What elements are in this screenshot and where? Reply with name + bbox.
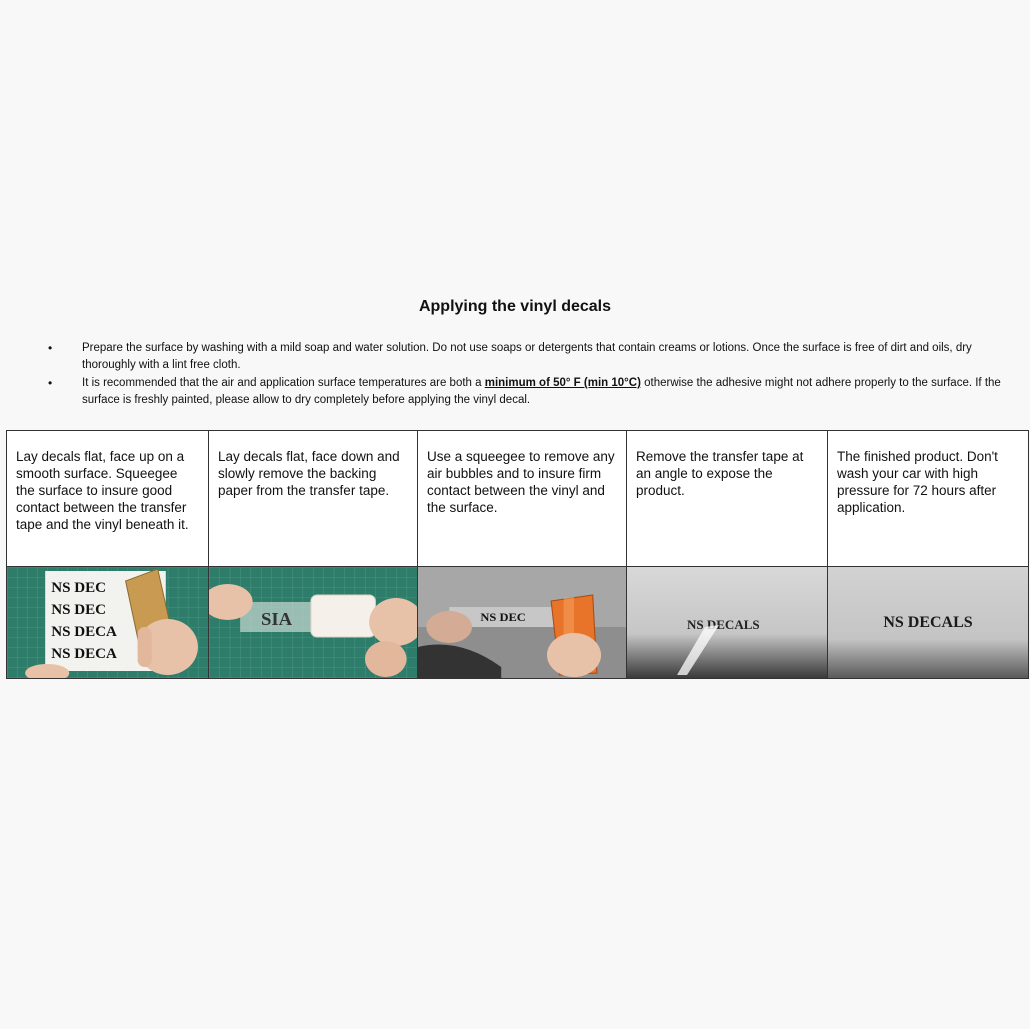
step-1-photo [7, 567, 209, 679]
decal-label-line: NS DEC [51, 580, 107, 596]
decal-label: NS DECALS [883, 614, 973, 631]
step-5-photo [828, 567, 1029, 679]
step-3-illustration [418, 567, 626, 678]
step-4-photo [627, 567, 828, 679]
instruction-item [40, 375, 1018, 409]
decal-label-line: NS DECA [51, 646, 117, 662]
step-4-illustration [627, 567, 827, 678]
step-5-text: The finished product. Don't wash your car with high pressure for 72 hours after application. [828, 431, 1029, 567]
step-2-text: Lay decals flat, face down and slowly remove the backing paper from the transfer tape. [209, 431, 418, 567]
decal-label: NS DEC [480, 610, 526, 624]
instruction-text-end: otherwise the adhesive might not adhere properly to the surface. If the surface is freshly painted, please allow to dry completely before applying the vinyl decal. [82, 377, 1001, 406]
step-3-text: Use a squeegee to remove any air bubbles and to insure firm contact between the vinyl and the surface. [418, 431, 627, 567]
temperature-emphasis: minimum of 50° F (min 10°C) [484, 377, 641, 389]
steps-photo-row [7, 567, 1029, 679]
decal-label: NS DECALS [687, 617, 760, 632]
instruction-text: It is recommended that the air and application surface temperatures are both a [82, 377, 485, 389]
step-3-photo [418, 567, 627, 679]
instruction-item [40, 340, 1018, 374]
bullet-icon: • [48, 341, 53, 355]
instructions-list [40, 340, 1018, 410]
steps-text-row [7, 431, 1029, 567]
mirrored-decal-label: SIA [261, 609, 293, 629]
bullet-icon: • [48, 376, 53, 390]
step-4-text: Remove the transfer tape at an angle to expose the product. [627, 431, 828, 567]
step-5-illustration [828, 567, 1028, 678]
step-2-illustration [209, 567, 417, 678]
decal-label-line: NS DECA [51, 624, 117, 640]
instruction-text: Prepare the surface by washing with a mild soap and water solution. Do not use soaps or detergents that contain creams or lotions. Once the surface is free of dirt and oils, dry thoroughly with a lint free cloth. [82, 342, 972, 371]
steps-table [6, 430, 1029, 679]
decal-label-line: NS DEC [51, 602, 107, 618]
step-1-illustration [7, 567, 208, 678]
step-1-text: Lay decals flat, face up on a smooth surface. Squeegee the surface to insure good contact between the transfer tape and the vinyl beneath it. [7, 431, 209, 567]
page-title: Applying the vinyl decals [418, 298, 612, 315]
step-2-photo [209, 567, 418, 679]
